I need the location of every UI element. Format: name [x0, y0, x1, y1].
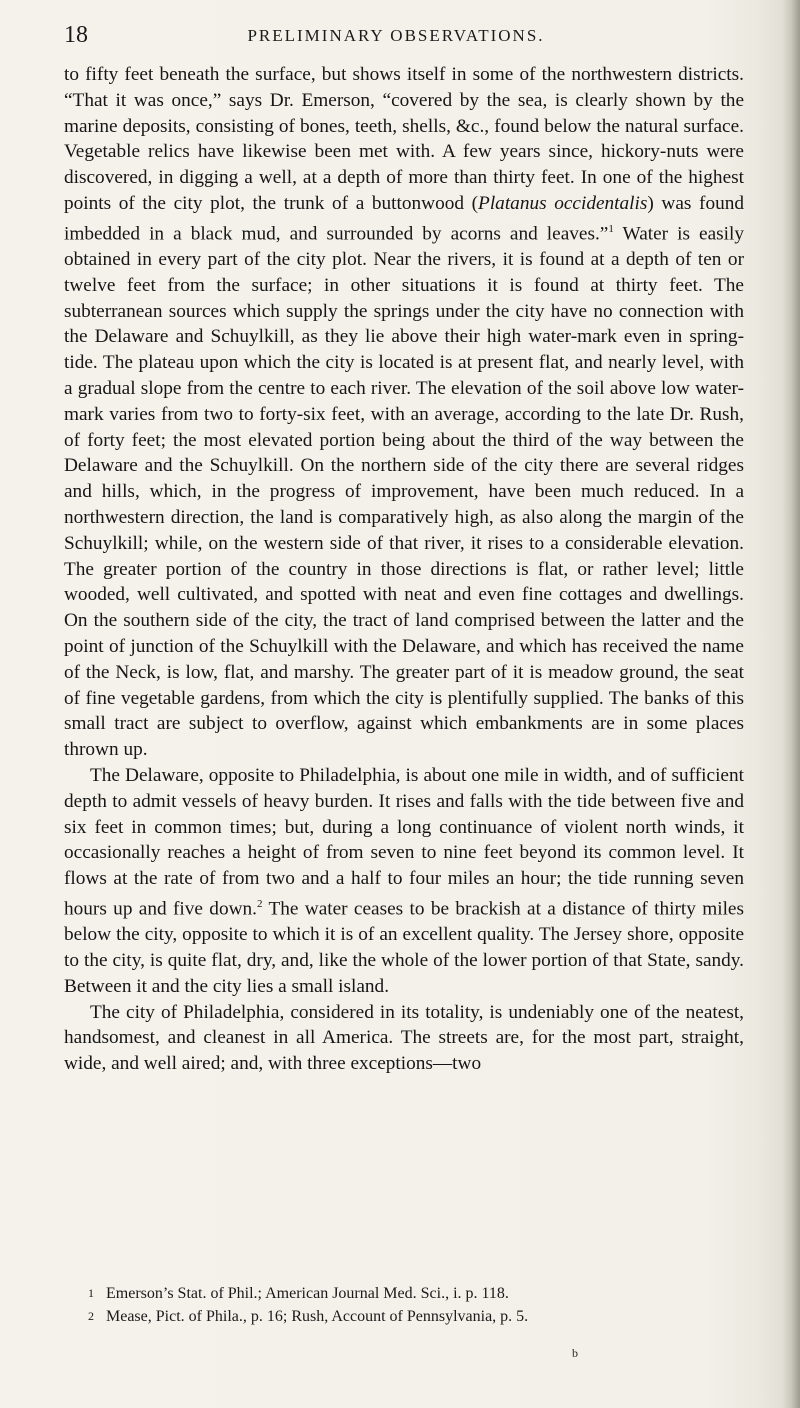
paragraph-2-text: The Delaware, opposite to Philadelphia, is about one mile in width, and of sufficient depth to admit vessels of heavy burden. It rises and falls with the tide between five and six feet in common times; but, during a long continuance of violent north winds, it occasionally reaches a height of from seven to nine feet beyond its common level. It flows at the rate of from two and a half to four miles an hour; the tide running seven hours up and five down. [64, 764, 744, 920]
footnote-text: Mease, Pict. of Phila., p. 16; Rush, Account of Pennsylvania, p. 5. [106, 1308, 529, 1325]
footnote-mark: 1 [88, 1286, 94, 1300]
species-name: Platanus occidentalis [478, 192, 648, 214]
footnote-text: Emerson’s Stat. of Phil.; American Journal Med. Sci., i. p. 118. [106, 1285, 509, 1302]
paragraph-2-text-b: The water ceases to be brackish at a distance of thirty miles below the city, opposite to which it is of an excellent quality. The Jersey shore, opposite to the city, is quite flat, dry, and, like the whole of the lower portion of that State, sandy. Between it and the city lies a small island. [64, 898, 744, 997]
footnote-2 [88, 1305, 728, 1328]
paragraph-2 [64, 763, 744, 1000]
signature-mark: b [572, 1346, 578, 1360]
page-number: 18 [64, 22, 88, 48]
paragraph-3: The city of Philadelphia, considered in its totality, is undeniably one of the neatest, handsomest, and cleanest in all America. The streets are, for the most part, straight, wide, and well aired; and, with three exceptions—two [64, 1001, 744, 1075]
paragraph-1-text: to fifty feet beneath the surface, but shows itself in some of the northwestern districts. “That it was once,” says Dr. Emerson, “covered by the sea, is clearly shown by the marine deposits, consisting of bones, teeth, shells, &c., found below the natural surface. Vegetable relics have likewise been met with. A few years since, hickory-nuts were discovered, in digging a well, at a depth of more than thirty feet. In one of the highest points of the city plot, the trunk of a buttonwood ( [64, 64, 744, 214]
paragraph-1-text-b: ) was found imbedded in a black mud, and surrounded by acorns and leaves.” [64, 192, 745, 245]
paragraph-1-text-c: Water is easily obtained in every part of the city plot. Near the rivers, it is found at a depth of ten or twelve feet from the surface; in other situations it is found at thirty feet. The subterranean sources which supply the springs under the city have no connection with the Delaware and Schuylkill, as they lie above their high water-mark even in spring-tide. The plateau upon which the city is located is at present flat, and nearly level, with a gradual slope from the centre to each river. The elevation of the soil above low water-mark varies from two to forty-six feet, with an average, according to the late Dr. Rush, of forty feet; the most elevated portion being about the third of the way between the Delaware and the Schuylkill. On the northern side of the city there are several ridges and hills, which, in the progress of improvement, have been much reduced. In a northwestern direction, the land is comparatively high, as also along the margin of the Schuylkill; while, on the western side of that river, it rises to a considerable elevation. The greater portion of the country in those directions is flat, or rather level; little wooded, well cultivated, and spotted with neat and even fine cottages and dwellings. On the southern side of the city, the tract of land comprised between the latter and the point of junction of the Schuylkill with the Delaware, and which has received the name of the Neck, is low, flat, and marshy. The greater part of it is meadow ground, the seat of fine vegetable gardens, from which the city is plentifully supplied. The banks of this small tract are subject to overflow, against which embankments are in some places thrown up. [64, 223, 744, 761]
footnote-mark: 2 [88, 1309, 94, 1323]
page-header [64, 20, 728, 52]
page-binding-edge [782, 0, 800, 1408]
footnotes [88, 1282, 728, 1328]
running-head: PRELIMINARY OBSERVATIONS. [247, 26, 545, 45]
body-text [64, 62, 744, 1077]
paragraph-1 [64, 62, 744, 763]
footnote-1 [88, 1282, 728, 1305]
footnote-ref-1: 1 [608, 222, 614, 235]
footnote-ref-2: 2 [256, 897, 263, 910]
